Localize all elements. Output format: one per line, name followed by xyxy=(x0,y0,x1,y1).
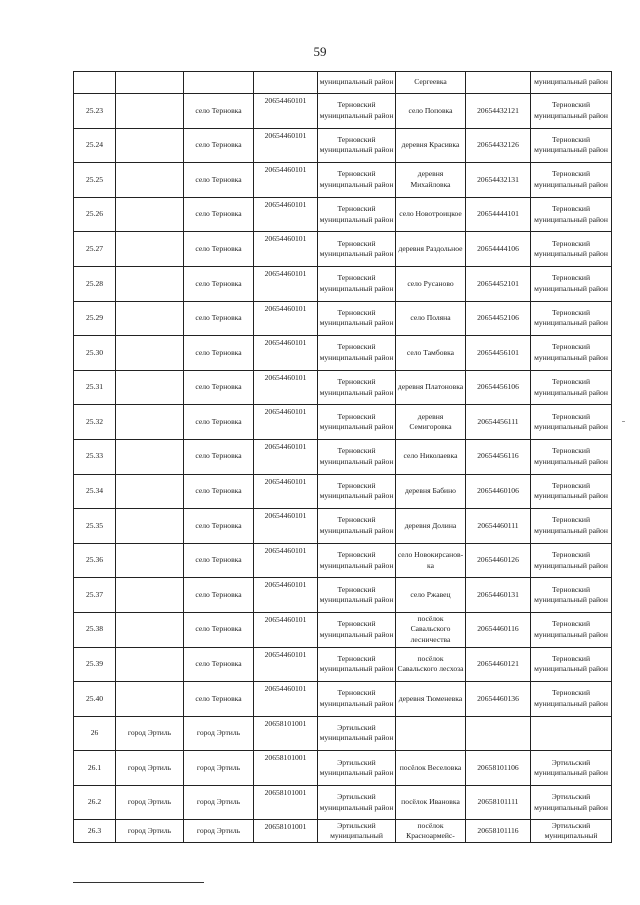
cell-urban-district xyxy=(116,647,184,682)
cell-admin-code: 20654460101 xyxy=(254,509,318,544)
cell-district: Терновский муниципальный район xyxy=(318,509,396,544)
cell-urban-district xyxy=(116,128,184,163)
cell-urban-district: город Эртиль xyxy=(116,716,184,751)
cell-settlement-district: Терновский муниципальный район xyxy=(531,163,612,198)
cell-district: Терновский муниципальный район xyxy=(318,163,396,198)
cell-admin-center xyxy=(184,72,254,94)
cell-district: Терновский муниципальный район xyxy=(318,647,396,682)
cell-settlement-district: Терновский муниципальный район xyxy=(531,474,612,509)
cell-urban-district xyxy=(116,370,184,405)
cell-number: 25.29 xyxy=(74,301,116,336)
cell-number: 25.26 xyxy=(74,197,116,232)
cell-settlement: село Русаново xyxy=(396,266,466,301)
cell-admin-center: село Терновка xyxy=(184,612,254,647)
table-row xyxy=(74,197,612,232)
cell-district: Эртильский муниципальный район xyxy=(318,751,396,786)
cell-admin-code: 20658101001 xyxy=(254,785,318,820)
cell-number: 25.37 xyxy=(74,578,116,613)
cell-settlement: Сергеевка xyxy=(396,72,466,94)
cell-number: 25.23 xyxy=(74,94,116,129)
cell-settlement-code: 20654432126 xyxy=(466,128,531,163)
cell-admin-center: село Терновка xyxy=(184,682,254,717)
cell-settlement-code: 20654460126 xyxy=(466,543,531,578)
cell-settlement-code: 20658101106 xyxy=(466,751,531,786)
cell-urban-district: город Эртиль xyxy=(116,785,184,820)
cell-settlement-district: Терновский муниципальный район xyxy=(531,301,612,336)
cell-settlement: село Новотроицкое xyxy=(396,197,466,232)
cell-admin-center: село Терновка xyxy=(184,197,254,232)
cell-admin-code: 20654460101 xyxy=(254,578,318,613)
cell-settlement-code: 20654444106 xyxy=(466,232,531,267)
cell-urban-district xyxy=(116,405,184,440)
cell-settlement: село Николаевка xyxy=(396,439,466,474)
cell-settlement-code: 20658101116 xyxy=(466,820,531,843)
cell-settlement-district: Терновский муниципальный район xyxy=(531,509,612,544)
table-row xyxy=(74,716,612,751)
cell-settlement-code: 20654456101 xyxy=(466,336,531,371)
cell-admin-code: 20654460101 xyxy=(254,439,318,474)
cell-urban-district xyxy=(116,336,184,371)
cell-admin-center: село Терновка xyxy=(184,232,254,267)
cell-admin-code: 20654460101 xyxy=(254,94,318,129)
cell-settlement: село Поповка xyxy=(396,94,466,129)
cell-settlement-district xyxy=(531,716,612,751)
cell-urban-district xyxy=(116,543,184,578)
cell-settlement-district: Терновский муниципальный район xyxy=(531,197,612,232)
table-row xyxy=(74,474,612,509)
cell-admin-center: село Терновка xyxy=(184,405,254,440)
cell-admin-center: село Терновка xyxy=(184,439,254,474)
cell-settlement-code: 20654452101 xyxy=(466,266,531,301)
cell-settlement-code: 20654460121 xyxy=(466,647,531,682)
cell-settlement-code: 20654456106 xyxy=(466,370,531,405)
cell-admin-code: 20654460101 xyxy=(254,266,318,301)
cell-district: Эртильский муниципальный район xyxy=(318,785,396,820)
cell-urban-district xyxy=(116,439,184,474)
cell-settlement-code: 20654456116 xyxy=(466,439,531,474)
cell-settlement-district: Терновский муниципальный район xyxy=(531,370,612,405)
cell-urban-district xyxy=(116,509,184,544)
cell-admin-code: 20654460101 xyxy=(254,301,318,336)
cell-admin-center: село Терновка xyxy=(184,128,254,163)
cell-settlement: село Ржавец xyxy=(396,578,466,613)
cell-settlement: село Новокирсанов-ка xyxy=(396,543,466,578)
cell-admin-center: село Терновка xyxy=(184,647,254,682)
cell-settlement-code: 20654460131 xyxy=(466,578,531,613)
cell-settlement: деревня Долина xyxy=(396,509,466,544)
cell-admin-center: город Эртиль xyxy=(184,716,254,751)
cell-urban-district xyxy=(116,94,184,129)
cell-urban-district xyxy=(116,474,184,509)
cell-settlement-district: муниципальный район xyxy=(531,72,612,94)
cell-settlement: посёлок Савальского лесничества xyxy=(396,612,466,647)
cell-number: 25.32 xyxy=(74,405,116,440)
cell-settlement-code: 20654432131 xyxy=(466,163,531,198)
cell-district: Терновский муниципальный район xyxy=(318,370,396,405)
cell-number: 25.34 xyxy=(74,474,116,509)
table-row xyxy=(74,266,612,301)
cell-settlement-code: 20654444101 xyxy=(466,197,531,232)
cell-number: 25.35 xyxy=(74,509,116,544)
table-row xyxy=(74,232,612,267)
cell-urban-district xyxy=(116,578,184,613)
cell-admin-code: 20654460101 xyxy=(254,336,318,371)
cell-district: Терновский муниципальный район xyxy=(318,232,396,267)
cell-number: 25.39 xyxy=(74,647,116,682)
table-row xyxy=(74,301,612,336)
cell-settlement: деревня Тюменевка xyxy=(396,682,466,717)
footnote-rule xyxy=(73,882,204,883)
table-row xyxy=(74,578,612,613)
cell-admin-center: город Эртиль xyxy=(184,751,254,786)
cell-district: Терновский муниципальный район xyxy=(318,578,396,613)
cell-number: 26 xyxy=(74,716,116,751)
cell-settlement-district: Терновский муниципальный район xyxy=(531,578,612,613)
table-row xyxy=(74,128,612,163)
cell-district: Терновский муниципальный район xyxy=(318,94,396,129)
cell-admin-center: село Терновка xyxy=(184,474,254,509)
cell-number: 25.36 xyxy=(74,543,116,578)
cell-settlement-district: Терновский муниципальный район xyxy=(531,336,612,371)
table-row xyxy=(74,370,612,405)
cell-district: Терновский муниципальный район xyxy=(318,474,396,509)
cell-district: Терновский муниципальный район xyxy=(318,543,396,578)
cell-district: Терновский муниципальный район xyxy=(318,439,396,474)
cell-admin-code: 20654460101 xyxy=(254,682,318,717)
table-row xyxy=(74,820,612,843)
cell-settlement-district: Терновский муниципальный район xyxy=(531,612,612,647)
table-row xyxy=(74,785,612,820)
table-row xyxy=(74,336,612,371)
cell-admin-code: 20654460101 xyxy=(254,197,318,232)
cell-admin-center: город Эртиль xyxy=(184,785,254,820)
cell-number: 25.25 xyxy=(74,163,116,198)
cell-settlement-code xyxy=(466,716,531,751)
cell-settlement: посёлок Веселовка xyxy=(396,751,466,786)
cell-admin-center: село Терновка xyxy=(184,301,254,336)
cell-urban-district: город Эртиль xyxy=(116,820,184,843)
cell-admin-code: 20658101001 xyxy=(254,820,318,843)
cell-settlement-code: 20654460111 xyxy=(466,509,531,544)
cell-number: 25.28 xyxy=(74,266,116,301)
cell-admin-center: село Терновка xyxy=(184,94,254,129)
cell-settlement-district: Терновский муниципальный район xyxy=(531,439,612,474)
cell-admin-code: 20654460101 xyxy=(254,163,318,198)
cell-admin-code: 20654460101 xyxy=(254,612,318,647)
cell-number: 25.38 xyxy=(74,612,116,647)
table-row xyxy=(74,612,612,647)
cell-number: 25.40 xyxy=(74,682,116,717)
cell-settlement-district: Терновский муниципальный район xyxy=(531,94,612,129)
cell-admin-center: село Терновка xyxy=(184,266,254,301)
cell-number: 25.30 xyxy=(74,336,116,371)
cell-admin-center: село Терновка xyxy=(184,543,254,578)
cell-district: Терновский муниципальный район xyxy=(318,405,396,440)
cell-settlement: посёлок Ивановка xyxy=(396,785,466,820)
cell-district: Терновский муниципальный район xyxy=(318,612,396,647)
cell-urban-district xyxy=(116,301,184,336)
cell-urban-district xyxy=(116,232,184,267)
cell-admin-code: 20654460101 xyxy=(254,370,318,405)
cell-settlement-code: 20654460106 xyxy=(466,474,531,509)
header-continuation-row xyxy=(74,72,612,94)
cell-number: 25.27 xyxy=(74,232,116,267)
cell-number xyxy=(74,72,116,94)
table-row xyxy=(74,94,612,129)
cell-admin-code: 20654460101 xyxy=(254,543,318,578)
cell-urban-district xyxy=(116,72,184,94)
cell-settlement-district: Терновский муниципальный район xyxy=(531,647,612,682)
cell-number: 25.33 xyxy=(74,439,116,474)
cell-district: Терновский муниципальный район xyxy=(318,197,396,232)
cell-settlement: посёлок Красноармейс- xyxy=(396,820,466,843)
table-row xyxy=(74,543,612,578)
cell-urban-district xyxy=(116,612,184,647)
cell-number: 25.24 xyxy=(74,128,116,163)
cell-urban-district xyxy=(116,197,184,232)
cell-urban-district xyxy=(116,682,184,717)
cell-district: Терновский муниципальный район xyxy=(318,301,396,336)
cell-district: Терновский муниципальный район xyxy=(318,336,396,371)
cell-number: 26.1 xyxy=(74,751,116,786)
cell-admin-code: 20654460101 xyxy=(254,128,318,163)
cell-number: 26.3 xyxy=(74,820,116,843)
table-row xyxy=(74,163,612,198)
cell-settlement-district: Терновский муниципальный район xyxy=(531,266,612,301)
table-row xyxy=(74,751,612,786)
table-row xyxy=(74,509,612,544)
cell-settlement: село Поляна xyxy=(396,301,466,336)
cell-admin-code: 20654460101 xyxy=(254,232,318,267)
cell-district: муниципальный район xyxy=(318,72,396,94)
cell-urban-district xyxy=(116,163,184,198)
cell-settlement-district: Эртильский муниципальный район xyxy=(531,785,612,820)
cell-settlement-code: 20654460136 xyxy=(466,682,531,717)
cell-settlement-code: 20658101111 xyxy=(466,785,531,820)
cell-district: Терновский муниципальный район xyxy=(318,128,396,163)
cell-urban-district xyxy=(116,266,184,301)
cell-settlement: село Тамбовка xyxy=(396,336,466,371)
cell-admin-center: село Терновка xyxy=(184,509,254,544)
table-row xyxy=(74,647,612,682)
cell-settlement-district: Терновский муниципальный район xyxy=(531,232,612,267)
cell-settlement-code xyxy=(466,72,531,94)
table-row xyxy=(74,405,612,440)
cell-admin-center: село Терновка xyxy=(184,578,254,613)
cell-settlement: деревня Раздольное xyxy=(396,232,466,267)
cell-admin-center: село Терновка xyxy=(184,370,254,405)
cell-settlement-code: 20654460116 xyxy=(466,612,531,647)
cell-settlement: деревня Платоновка xyxy=(396,370,466,405)
cell-admin-code: 20654460101 xyxy=(254,647,318,682)
cell-admin-center: село Терновка xyxy=(184,336,254,371)
cell-settlement: деревня Красивка xyxy=(396,128,466,163)
cell-admin-center: город Эртиль xyxy=(184,820,254,843)
cell-district: Терновский муниципальный район xyxy=(318,266,396,301)
cell-settlement: деревня Бабино xyxy=(396,474,466,509)
cell-settlement xyxy=(396,716,466,751)
cell-urban-district: город Эртиль xyxy=(116,751,184,786)
cell-settlement-code: 20654432121 xyxy=(466,94,531,129)
cell-settlement-district: Терновский муниципальный район xyxy=(531,543,612,578)
cell-district: Эртильский муниципальный xyxy=(318,820,396,843)
margin-mark xyxy=(622,421,625,422)
settlements-table xyxy=(73,71,612,843)
cell-settlement-district: Эртильский муниципальный xyxy=(531,820,612,843)
cell-settlement-code: 20654452106 xyxy=(466,301,531,336)
cell-settlement-district: Терновский муниципальный район xyxy=(531,128,612,163)
page-number: 59 xyxy=(313,44,327,59)
table-row xyxy=(74,682,612,717)
cell-settlement-district: Терновский муниципальный район xyxy=(531,682,612,717)
cell-number: 25.31 xyxy=(74,370,116,405)
cell-admin-code: 20658101001 xyxy=(254,751,318,786)
cell-number: 26.2 xyxy=(74,785,116,820)
cell-settlement: посёлок Савальского лесхоза xyxy=(396,647,466,682)
cell-admin-center: село Терновка xyxy=(184,163,254,198)
cell-district: Терновский муниципальный район xyxy=(318,682,396,717)
table-row xyxy=(74,439,612,474)
cell-admin-code: 20654460101 xyxy=(254,474,318,509)
cell-district: Эртильский муниципальный район xyxy=(318,716,396,751)
cell-settlement-district: Терновский муниципальный район xyxy=(531,405,612,440)
cell-settlement-code: 20654456111 xyxy=(466,405,531,440)
cell-admin-code: 20654460101 xyxy=(254,405,318,440)
cell-settlement: деревня Михайловка xyxy=(396,163,466,198)
cell-settlement-district: Эртильский муниципальный район xyxy=(531,751,612,786)
cell-settlement: деревня Семигоровка xyxy=(396,405,466,440)
cell-admin-code xyxy=(254,72,318,94)
cell-admin-code: 20658101001 xyxy=(254,716,318,751)
